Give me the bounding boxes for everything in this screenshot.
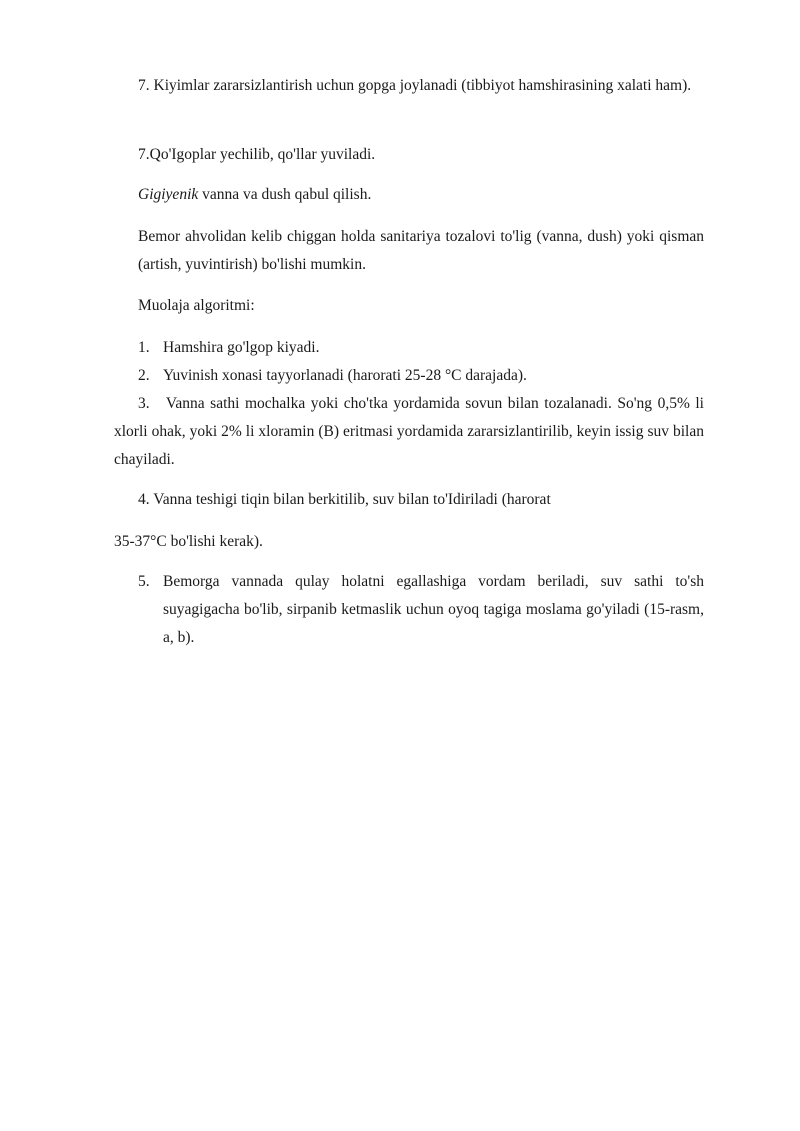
list-item-2 [138, 362, 704, 390]
list-text: Hamshira go'lgop kiyadi. [163, 339, 320, 356]
list-item-4-line-1: 4. Vanna teshigi tiqin bilan berkitilib, suv bilan to'Idiriladi (harorat [138, 491, 551, 508]
heading-rest: vanna va dush qabul qilish. [198, 186, 372, 203]
paragraph-gloves-removed: 7.Qo'Igoplar yechilib, qo'llar yuviladi. [138, 146, 376, 163]
paragraph-sanitary-cleaning: Bemor ahvolidan kelib chiggan holda sanitariya tozalovi to'lig (vanna, dush) yoki qisman (artish, yuvintirish) bo'lishi mumkin. [138, 228, 704, 273]
list-item-4-line-2: 35-37°C bo'lishi kerak). [114, 533, 263, 550]
paragraph-procedure-algorithm: Muolaja algoritmi: [138, 297, 255, 314]
section-heading-hygienic-bath [138, 181, 704, 209]
heading-italic-word: Gigiyenik [138, 186, 199, 203]
list-text: Yuvinish xonasi tayyorlanadi (harorati 25-28 °C darajada). [163, 367, 527, 384]
list-item-5-text: Bemorga vannada qulay holatni egallashiga vordam beriladi, suv sathi to'sh suyagigacha bo'lib, sirpanib ketmaslik uchun oyoq tagiga moslama go'yiladi (15-rasm, a, b). [163, 573, 704, 646]
list-item-5-number: 5. [138, 573, 150, 590]
list-number: 1. [138, 339, 150, 356]
list-item-3: 3. Vanna sathi mochalka yoki cho'tka yordamida sovun bilan tozalanadi. So'ng 0,5% li xlorli ohak, yoki 2% li xloramin (B) eritmasi yordamida zararsizlantirilib, keyin issig suv bilan chayiladi. [114, 395, 704, 468]
list-number: 2. [138, 367, 150, 384]
list-item-1 [138, 334, 704, 362]
paragraph-clothes-disinfection: 7. Kiyimlar zararsizlantirish uchun gopga joylanadi (tibbiyot hamshirasining xalati ham). [138, 77, 692, 94]
